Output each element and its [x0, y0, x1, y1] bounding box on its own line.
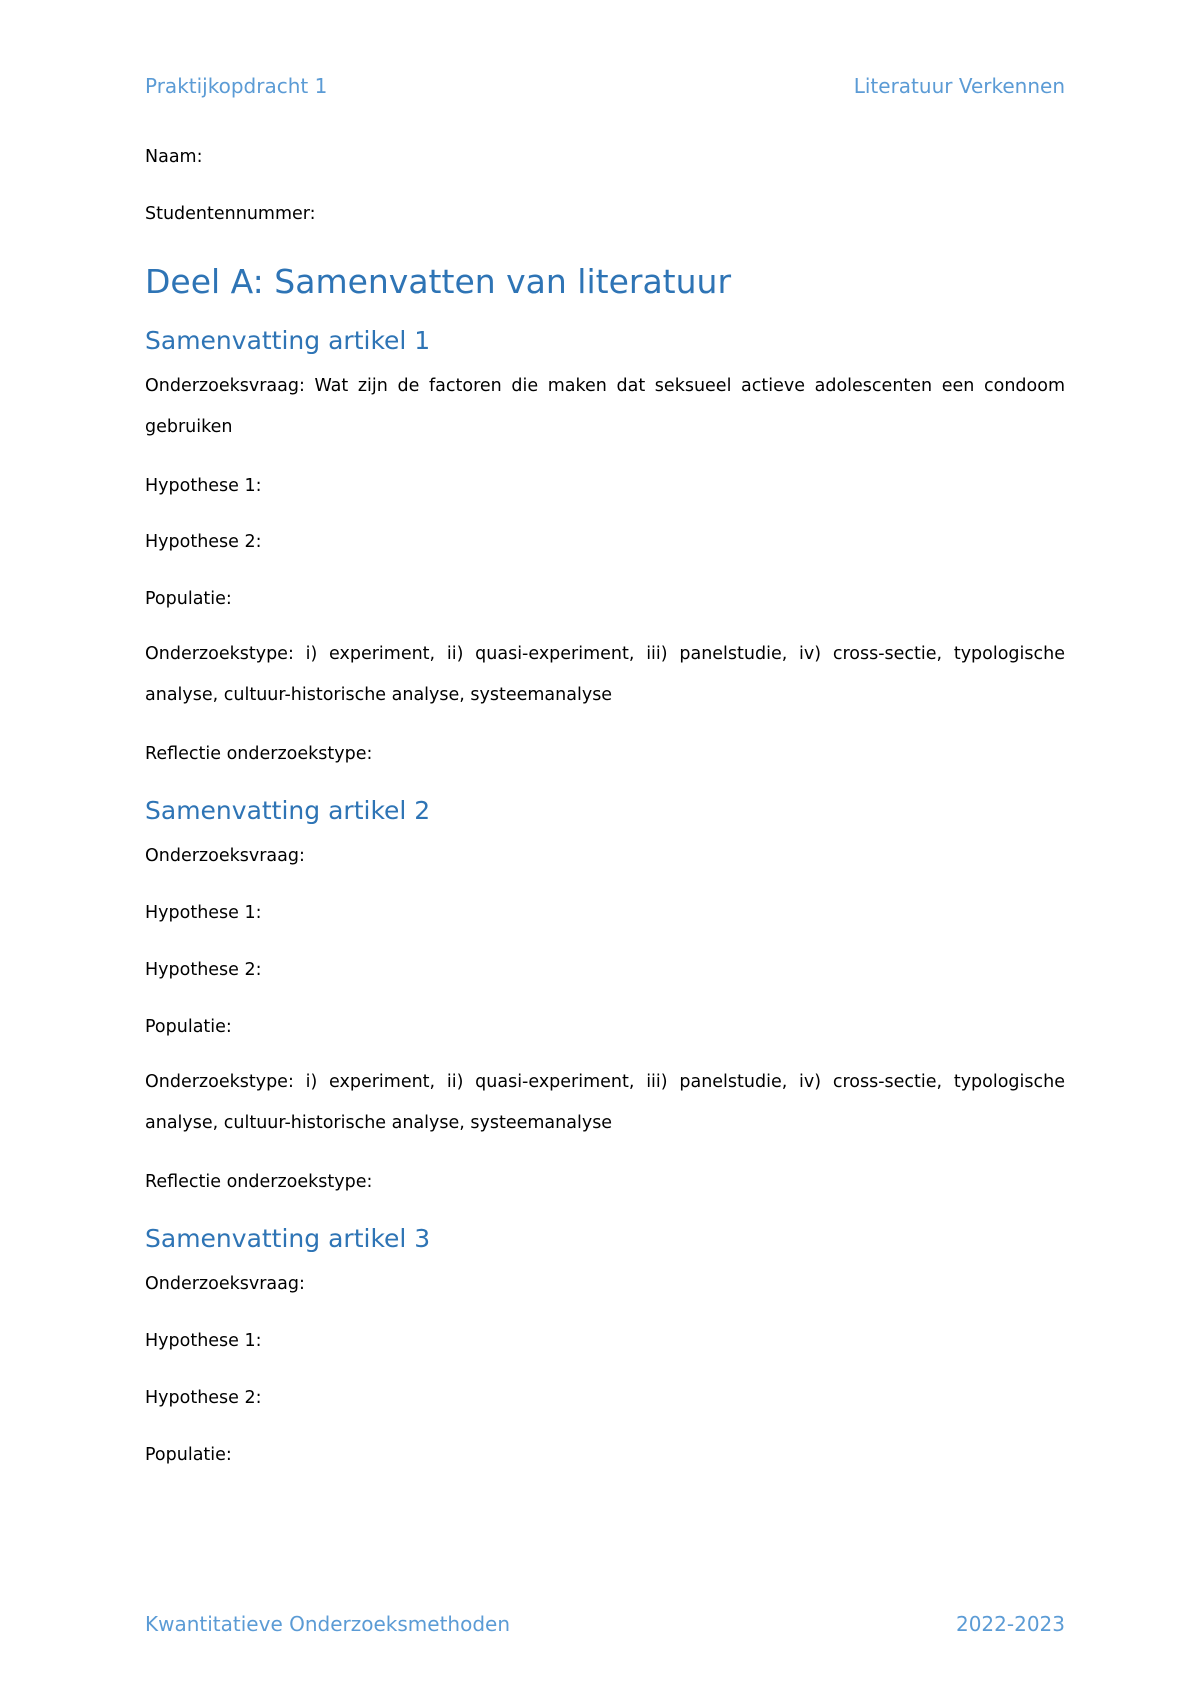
- footer-left-text: Kwantitatieve Onderzoeksmethoden: [145, 1612, 510, 1636]
- article-2-populatie: Populatie:: [145, 1017, 232, 1037]
- section-a-heading: Deel A: Samenvatten van literatuur: [145, 262, 732, 301]
- article-1-hypothese-1: Hypothese 1:: [145, 476, 262, 496]
- article-3-hypothese-1: Hypothese 1:: [145, 1331, 262, 1351]
- header-left-text: Praktijkopdracht 1: [145, 74, 328, 98]
- header-right-text: Literatuur Verkennen: [853, 74, 1065, 98]
- article-2-onderzoeksvraag: Onderzoeksvraag:: [145, 846, 305, 866]
- article-2-reflectie: Reflectie onderzoekstype:: [145, 1172, 373, 1192]
- article-1-onderzoeksvraag: Onderzoeksvraag: Wat zijn de factoren die maken dat seksueel actieve adolescenten een condoom gebruiken: [145, 376, 1065, 437]
- article-2-hypothese-1: Hypothese 1:: [145, 903, 262, 923]
- naam-field-label: Naam:: [145, 147, 203, 167]
- studentennummer-field-label: Studentennummer:: [145, 204, 316, 224]
- article-2-hypothese-2: Hypothese 2:: [145, 960, 262, 980]
- article-1-onderzoekstype: Onderzoekstype: i) experiment, ii) quasi-experiment, iii) panelstudie, iv) cross-sectie, typologische analyse, cultuur-historische analyse, systeemanalyse: [145, 644, 1065, 705]
- article-2-onderzoekstype: Onderzoekstype: i) experiment, ii) quasi-experiment, iii) panelstudie, iv) cross-sectie, typologische analyse, cultuur-historische analyse, systeemanalyse: [145, 1072, 1065, 1133]
- footer-right-text: 2022-2023: [955, 1612, 1065, 1636]
- article-2-heading: Samenvatting artikel 2: [145, 796, 431, 825]
- article-3-hypothese-2: Hypothese 2:: [145, 1388, 262, 1408]
- article-1-heading: Samenvatting artikel 1: [145, 326, 431, 355]
- page-footer: [145, 1612, 1065, 1636]
- article-3-populatie: Populatie:: [145, 1445, 232, 1465]
- article-3-onderzoeksvraag: Onderzoeksvraag:: [145, 1274, 305, 1294]
- article-1-populatie: Populatie:: [145, 589, 232, 609]
- article-3-heading: Samenvatting artikel 3: [145, 1224, 431, 1253]
- article-1-reflectie: Reflectie onderzoekstype:: [145, 744, 373, 764]
- article-1-hypothese-2: Hypothese 2:: [145, 532, 262, 552]
- page-header: [145, 74, 1065, 98]
